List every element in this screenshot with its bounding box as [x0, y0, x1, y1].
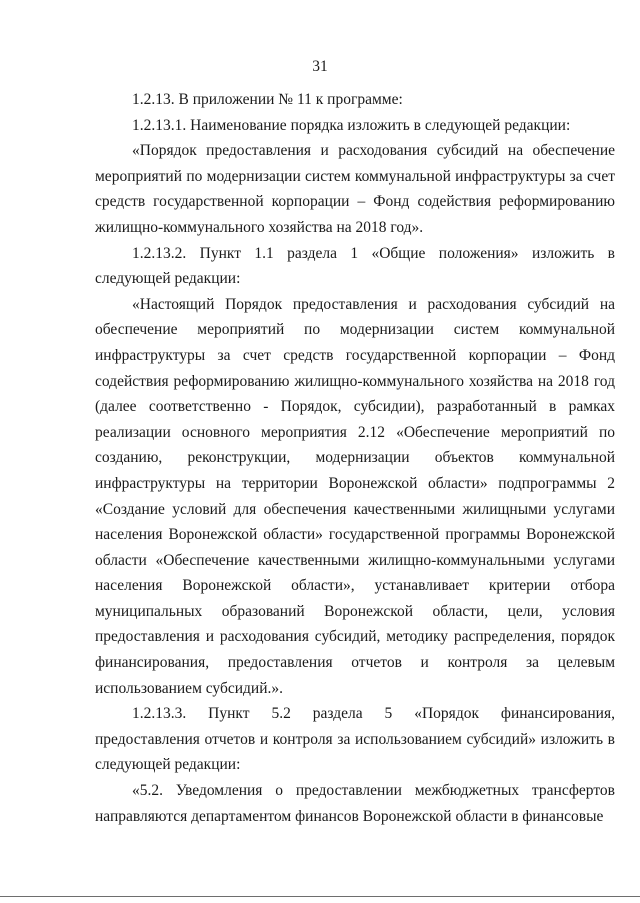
paragraph-1-2-13-2: 1.2.13.2. Пункт 1.1 раздела 1 «Общие положения» изложить в следующей редакции: — [95, 244, 615, 288]
paragraph-1-2-13-3: 1.2.13.3. Пункт 5.2 раздела 5 «Порядок финансирования, предоставления отчетов и контроля за использованием субсидий» изложить в следующей редакции: — [95, 705, 615, 774]
paragraph-clause-1-1: «Настоящий Порядок предоставления и расходования субсидий на обеспечение мероприятий по модернизации систем коммунальной инфраструктуры за счет средств государственной корпорации – Фонд содействия реформированию жилищно-коммунального хозяйства на 2018 год (далее соответственно - Порядок, субсидии), разработанный в рамках реализации основного мероприятия 2.12 «Обеспечение мероприятий по созданию, реконструкции, модернизации объектов коммунальной инфраструктуры на территории Воронежской области» подпрограммы 2 «Создание условий для обеспечения качественными жилищными услугами населения Воронежской области» государственной программы Воронежской области «Обеспечение качественными жилищно-коммунальными услугами населения Воронежской области», устанавливает критерии отбора муниципальных образований Воронежской области, цели, условия предоставления и расходования субсидий, методику распределения, порядок финансирования, предоставления отчетов и контроля за целевым использованием субсидий.». — [95, 295, 615, 697]
page-bottom-rule — [0, 896, 640, 897]
document-body — [95, 87, 615, 829]
page-number: 31 — [312, 58, 328, 75]
paragraph-1-2-13-1: 1.2.13.1. Наименование порядка изложить в следующей редакции: — [132, 116, 571, 134]
paragraph-1-2-13: 1.2.13. В приложении № 11 к программе: — [132, 91, 403, 108]
paragraph-clause-5-2: «5.2. Уведомления о предоставлении межбюджетных трансфертов направляются департаментом финансов Воронежской области в финансовые — [95, 782, 615, 825]
paragraph-procedure-title: «Порядок предоставления и расходования субсидий на обеспечение мероприятий по модернизации систем коммунальной инфраструктуры за счет средств государственной корпорации – Фонд содействия реформированию жилищно-коммунального хозяйства на 2018 год». — [95, 142, 615, 236]
